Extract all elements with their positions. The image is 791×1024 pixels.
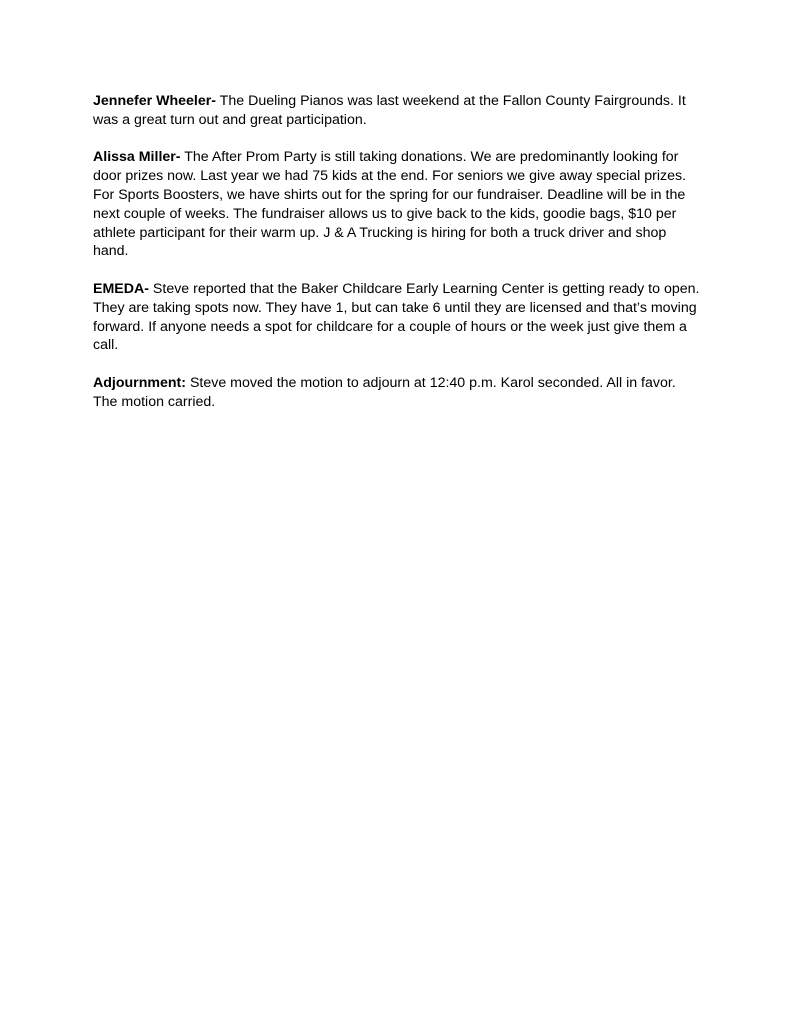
paragraph-text: Steve moved the motion to adjourn at 12:40 p.m. Karol seconded. All in favor. The motion carried. — [93, 374, 676, 410]
paragraph-text: The Dueling Pianos was last weekend at the Fallon County Fairgrounds. It was a great turn out and great participation. — [93, 93, 686, 128]
document-body — [93, 92, 703, 430]
speaker-label: Jennefer Wheeler- — [93, 93, 216, 109]
paragraph-alissa-miller — [93, 148, 703, 261]
paragraph-text: Steve reported that the Baker Childcare Early Learning Center is getting ready to open. They are taking spots now. They have 1, but can take 6 until they are licensed and that’s moving forward. If anyone needs a spot for childcare for a couple of hours or the week just give them a call. — [93, 280, 700, 354]
speaker-label: Alissa Miller- — [93, 149, 181, 166]
paragraph-jennefer-wheeler — [93, 92, 703, 130]
paragraph-adjournment — [93, 374, 703, 412]
paragraph-text: The After Prom Party is still taking donations. We are predominantly looking for door prizes now. Last year we had 75 kids at the end. For seniors we give away special prizes. For Sports Boosters, we have shirts out for the spring for our fundraiser. Deadline will be in the next couple of weeks. The fundraiser allows us to give back to the kids, goodie bags, $10 per athlete participant for their warm up. J & A Trucking is hiring for both a truck driver and shop hand. — [93, 149, 687, 260]
speaker-label: Adjournment: — [93, 374, 186, 391]
speaker-label: EMEDA- — [93, 280, 149, 297]
paragraph-emeda — [93, 280, 703, 355]
